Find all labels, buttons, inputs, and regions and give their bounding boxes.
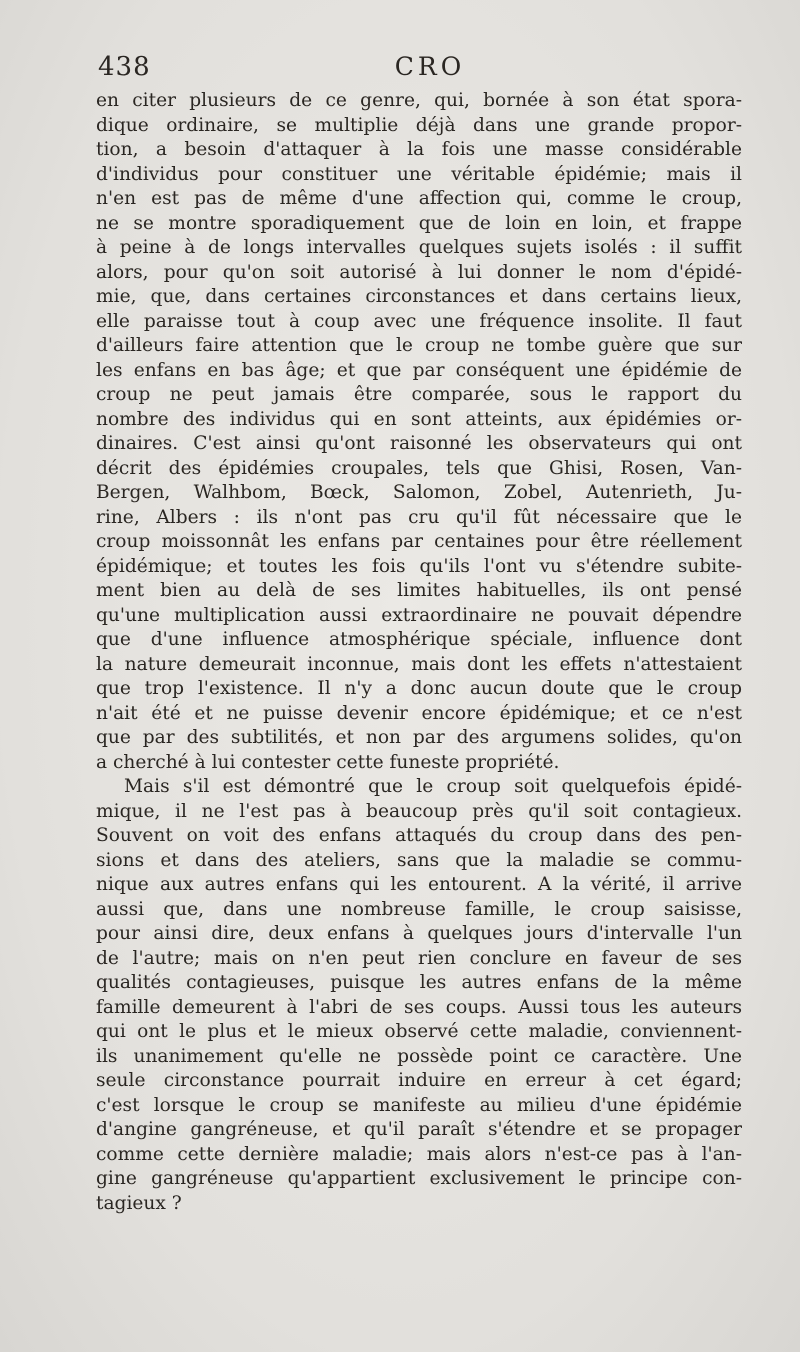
- text-line: Souvent on voit des enfans attaqués du croup dans des pen-: [96, 825, 742, 846]
- text-line: aussi que, dans une nombreuse famille, le croup saisisse,: [96, 898, 742, 920]
- text-line: que trop l'existence. Il n'y a donc aucun doute que le croup: [96, 678, 742, 699]
- running-head: [96, 52, 740, 88]
- text-line: en citer plusieurs de ce genre, qui, bornée à son état spora-: [96, 90, 742, 111]
- text-line: d'ailleurs faire attention que le croup ne tombe guère que sur: [96, 335, 742, 356]
- text-line: croup moissonnât les enfans par centaines pour être réellement: [96, 531, 742, 552]
- text-line: nombre des individus qui en sont atteints, aux épidémies or-: [96, 408, 742, 430]
- running-title: CRO: [394, 52, 466, 81]
- body-text: [96, 89, 742, 1216]
- text-line: que d'une influence atmosphérique spéciale, influence dont: [96, 629, 742, 650]
- text-line: mie, que, dans certaines circonstances et dans certains lieux,: [96, 286, 742, 307]
- text-line: les enfans en bas âge; et que par conséquent une épidémie de: [96, 359, 742, 381]
- text-line: nique aux autres enfans qui les entourent. A la vérité, il arrive: [96, 874, 742, 895]
- text-line: que par des subtilités, et non par des argumens solides, qu'on: [96, 727, 742, 748]
- text-line: croup ne peut jamais être comparée, sous le rapport du: [96, 384, 742, 405]
- text-line: épidémique; et toutes les fois qu'ils l'ont vu s'étendre subite-: [96, 555, 742, 577]
- text-line: dique ordinaire, se multiplie déjà dans une grande propor-: [96, 114, 742, 136]
- text-line: famille demeurent à l'abri de ses coups. Aussi tous les auteurs: [96, 996, 742, 1018]
- text-line: de l'autre; mais on n'en peut rien conclure en faveur de ses: [96, 947, 742, 969]
- text-line: qui ont le plus et le mieux observé cette maladie, conviennent-: [96, 1021, 742, 1042]
- text-line: à peine à de longs intervalles quelques sujets isolés : il suffit: [96, 237, 742, 258]
- text-line: Bergen, Walhbom, Bœck, Salomon, Zobel, Autenrieth, Ju-: [96, 482, 742, 503]
- page-number: 438: [98, 52, 151, 82]
- text-line: la nature demeurait inconnue, mais dont les effets n'attestaient: [96, 653, 742, 675]
- text-line: ne se montre sporadiquement que de loin en loin, et frappe: [96, 212, 742, 234]
- text-line: qu'une multiplication aussi extraordinaire ne pouvait dépendre: [96, 604, 742, 626]
- text-line: qualités contagieuses, puisque les autres enfans de la même: [96, 972, 742, 993]
- text-line: c'est lorsque le croup se manifeste au milieu d'une épidémie: [96, 1094, 742, 1116]
- text-line: sions et dans des ateliers, sans que la maladie se commu-: [96, 849, 742, 871]
- text-line: Mais s'il est démontré que le croup soit quelquefois épidé-: [124, 776, 742, 797]
- text-line: tagieux ?: [96, 1192, 182, 1214]
- text-line: gine gangréneuse qu'appartient exclusivement le principe con-: [96, 1168, 742, 1189]
- text-line: ment bien au delà de ses limites habituelles, ils ont pensé: [96, 580, 742, 601]
- text-line: alors, pour qu'on soit autorisé à lui donner le nom d'épidé-: [96, 261, 742, 283]
- text-line: dinaires. C'est ainsi qu'ont raisonné les observateurs qui ont: [96, 433, 742, 454]
- text-line: ils unanimement qu'elle ne possède point ce caractère. Une: [96, 1045, 742, 1067]
- text-line: comme cette dernière maladie; mais alors n'est-ce pas à l'an-: [96, 1143, 742, 1165]
- text-line: mique, il ne l'est pas à beaucoup près qu'il soit contagieux.: [96, 800, 742, 822]
- text-line: rine, Albers : ils n'ont pas cru qu'il fût nécessaire que le: [96, 506, 742, 528]
- text-line: tion, a besoin d'attaquer à la fois une masse considérable: [96, 139, 742, 160]
- text-line: d'angine gangréneuse, et qu'il paraît s'étendre et se propager: [96, 1119, 742, 1140]
- text-line: n'ait été et ne puisse devenir encore épidémique; et ce n'est: [96, 702, 742, 724]
- text-line: pour ainsi dire, deux enfans à quelques jours d'intervalle l'un: [96, 923, 742, 944]
- text-line: a cherché à lui contester cette funeste propriété.: [96, 751, 560, 773]
- text-line: d'individus pour constituer une véritable épidémie; mais il: [96, 163, 742, 185]
- text-line: seule circonstance pourrait induire en erreur à cet égard;: [96, 1070, 742, 1091]
- text-line: décrit des épidémies croupales, tels que Ghisi, Rosen, Van-: [96, 457, 742, 479]
- text-line: n'en est pas de même d'une affection qui, comme le croup,: [96, 188, 742, 209]
- text-line: elle paraisse tout à coup avec une fréquence insolite. Il faut: [96, 310, 742, 332]
